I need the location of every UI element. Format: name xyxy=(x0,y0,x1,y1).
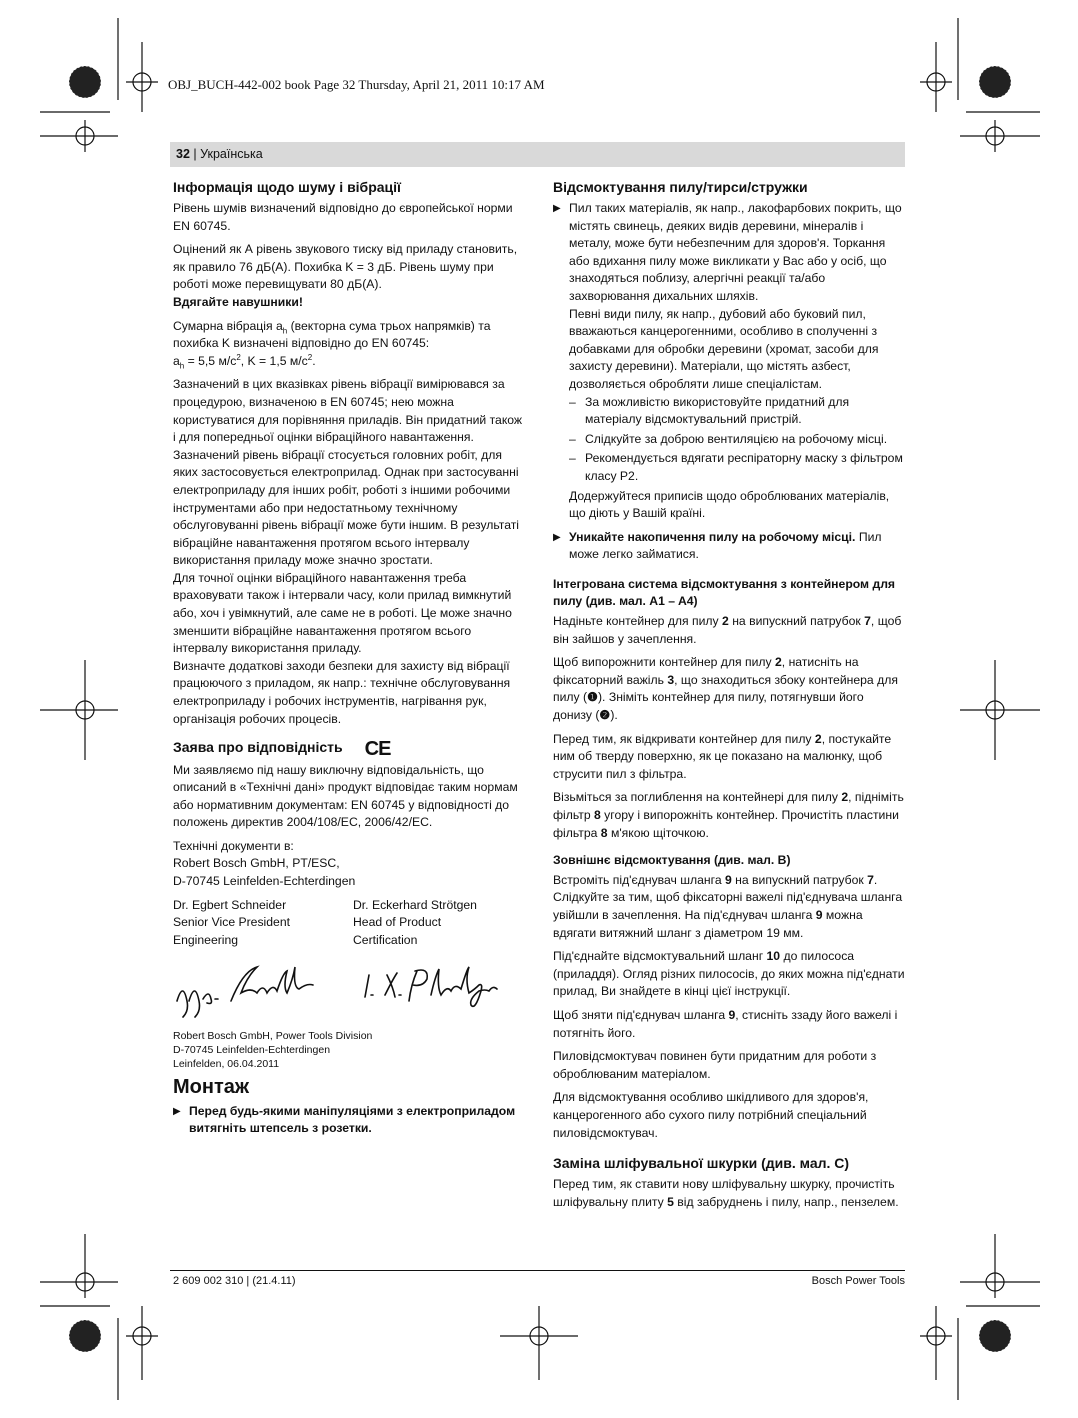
page-number: 32 xyxy=(176,147,190,161)
integrated-step-3: Перед тим, як відкривати контейнер для пилу 2, постукайте ним об тверду поверхню, як це показано на малюнку, щоб струсити пил з фільтра. xyxy=(553,731,892,781)
dust-dash-item-1: – За можливістю використовуйте придатний для матеріалу відсмоктувальний пристрій. xyxy=(569,394,850,427)
crosshair-top-left xyxy=(126,42,158,112)
assembly-heading: Монтаж xyxy=(173,1076,250,1099)
tech-docs-company: Robert Bosch GmbH, PT/ESC, xyxy=(173,856,340,871)
integrated-step-1: Надіньте контейнер для пилу 2 на випускний патрубок 7, щоб він зайшов у зачеплення. xyxy=(553,614,902,646)
vibration-text-3: Визначте додаткові заходи безпеки для захисту від вібрації працюючого з приладом, як напр.: технічне обслуговування електроприладу і робочих інструментів, нагрівання рук, організація робочих процесів. xyxy=(173,658,511,726)
footer-brand: Bosch Power Tools xyxy=(811,1275,905,1287)
dust-dash-item-3: – Рекомендується вдягати респіраторну маску з фільтром класу P2. xyxy=(569,451,903,483)
ce-mark-icon: CE xyxy=(364,737,391,760)
vibration-text-2: Для точної оцінки вібраційного навантаження треба враховувати також і інтервали часу, коли прилад вимкнутий або, хоч і увімкнутий, але саме не в роботі. Це може значно зменшити вібраційне навантаження протягом всього інтервалу використання приладу. xyxy=(173,570,512,656)
sanding-sheet-paragraph: Перед тим, як ставити нову шліфувальну шкурку, прочистіть шліфувальну плиту 5 від забруднень і пилу, напр., пензелем. xyxy=(553,1177,899,1209)
registration-rosette-bottom-right xyxy=(979,1320,1011,1352)
external-step-5: Для відсмоктування особливо шкідливого для здоров'я, канцерогенного або сухого пилу потрібний спеціальний пиловідсмоктувач. xyxy=(553,1090,869,1140)
company-address: D-70745 Leinfelden-Echterdingen xyxy=(173,1044,331,1057)
crosshair-mid-left xyxy=(40,660,118,760)
registration-rosette-top-left xyxy=(69,66,101,98)
noise-paragraph-1: Рівень шумів визначений відповідно до європейської норми EN 60745. xyxy=(173,201,513,233)
registration-rosette-top-right xyxy=(979,66,1011,98)
noise-paragraph-2: Оцінений як А рівень звукового тиску від приладу становить, як правило 76 дБ(А). Похибка K = 3 дБ. Рівень шуму при роботі може перевищувати 80 дБ(А). xyxy=(173,242,518,292)
assembly-warning: ▶ Перед будь-якими маніпуляціями з електроприладом витягніть штепсель з розетки. xyxy=(173,1103,516,1136)
page-header xyxy=(176,147,263,161)
page-header-bar xyxy=(170,142,905,167)
crosshair-upper-left xyxy=(40,120,118,152)
ear-protection-warning: Вдягайте навушники! xyxy=(173,294,303,309)
signatories xyxy=(173,897,525,950)
conformity-heading: Заява про відповідність CE xyxy=(173,737,391,760)
footer-rule xyxy=(170,1270,905,1271)
dust-regulations: Додержуйтеся приписів щодо оброблюваних матеріалів, що діють у Вашій країні. xyxy=(569,488,890,521)
tech-docs-address: D-70745 Leinfelden-Echterdingen xyxy=(173,874,356,889)
print-info-line: OBJ_BUCH-442-002 book Page 32 Thursday, April 21, 2011 10:17 AM xyxy=(168,77,545,92)
registration-rosette-bottom-left xyxy=(69,1320,101,1352)
header-language: Українська xyxy=(200,147,263,161)
sanding-sheet-heading: Заміна шліфувальної шкурки (див. мал. C) xyxy=(553,1155,850,1172)
handwritten-signatures xyxy=(173,955,525,1019)
dust-warning-bullet: ▶ Пил таких матеріалів, як напр., лакофарбових покрить, що містять свинець, деяких видів деревини, мінералів і металу, може бути небезпечним для здоров'я. Торкання або вдихання пилу може викликати у Вас або у осіб, що знаходяться поблизу, алергічні реакції та/або захворювання дихальних шляхів. Певні види пилу, як напр., дубовий або буковий пил, вважаються канцерогенними, особливо в сполученні з добавками для обробки деревини (хромат, засоби для захисту деревини). Матеріали, що містять азбест, дозволяється обробляти лише спеціалістам. xyxy=(553,201,902,391)
vibration-text-1: Зазначений в цих вказівках рівень вібрації вимірювався за процедурою, визначеною в EN 60745; нею можна користуватися для порівняння приладів. Він придатний також і для попередньої оцінки вібраційного навантаження. Зазначений рівень вібрації стосується головних робіт, для яких застосовується електроприлад. Однак при застосуванні електроприладу для інших робіт, роботі з іншими робочими інструментами або при недостатньому технічному обслуговуванні рівень вібрації може бути іншим. В результаті вібраційне навантаження протягом всього інтервалу використання приладу може значно зростати. xyxy=(173,377,523,568)
external-extraction-heading: Зовнішнє відсмоктування (див. мал. B) xyxy=(553,853,791,868)
bullet-triangle-icon: ▶ xyxy=(553,203,561,214)
crosshair-mid-right xyxy=(960,660,1040,760)
dust-dash-item-2: – Слідкуйте за доброю вентиляцією на робочому місці. xyxy=(569,431,888,446)
step-one-icon: ❶ xyxy=(587,690,598,705)
crosshair-upper-right xyxy=(960,120,1040,152)
bullet-triangle-icon: ▶ xyxy=(553,531,561,543)
external-step-3: Щоб зняти під'єднувач шланга 9, стисніть ззаду його важелі і потягніть його. xyxy=(553,1007,898,1040)
signatory-2: Dr. Eckerhard Strötgen Head of Product Certification xyxy=(353,897,477,947)
crosshair-bottom-center xyxy=(500,1306,578,1380)
integrated-extraction-heading: Інтегрована система відсмоктування з контейнером для пилу (див. мал. A1 – A4) xyxy=(553,576,896,609)
place-date: Leinfelden, 06.04.2011 xyxy=(173,1058,280,1071)
step-two-icon: ❷ xyxy=(599,708,611,723)
right-column xyxy=(553,178,905,1217)
crosshair-lower-right xyxy=(960,1234,1040,1298)
crosshair-top-right xyxy=(920,42,952,112)
external-step-4: Пиловідсмоктувач повинен бути придатним для роботи з оброблюваним матеріалом. xyxy=(553,1049,877,1081)
crosshair-bottom-left xyxy=(126,1306,158,1380)
external-step-1: Встроміть під'єднувач шланга 9 на випускний патрубок 7. Слідкуйте за тим, щоб фіксаторні важелі під'єднувача шланга увійшли в зачеплення. На під'єднувач шланга 9 можна вдягати витяжний шланг з діаметром 19 мм. xyxy=(553,872,903,940)
integrated-step-2: Щоб випорожнити контейнер для пилу 2, натисніть на фіксаторний важіль 3, що знаходиться збоку контейнера для пилу (❶). Зніміть контейнер для пилу, потягнувши його донизу (❷). xyxy=(553,655,898,723)
integrated-step-4: Візьміться за поглиблення на контейнері для пилу 2, підніміть фільтр 8 угору і випорожніть контейнер. Прочистіть пластини фільтра 8 м'якою щіточкою. xyxy=(553,790,904,840)
header-separator: | xyxy=(193,147,197,161)
vibration-value-paragraph: Сумарна вібрація $a_h$ (векторна сума трьох напрямків) та похибка K визначені відповідно до EN 60745: $a_h = 5,5$ $м/с^2$, K = 1,5 $м/с^2$. xyxy=(173,318,491,371)
left-column xyxy=(173,178,525,1144)
dust-accumulation-warning: ▶ Уникайте накопичення пилу на робочому місці. Пил може легко займатися. xyxy=(553,529,882,562)
external-step-2: Під'єднайте відсмоктувальний шланг 10 до пилососа (приладдя). Огляд різних пилососів, до яких можна під'єднати прилад, Ви знайдете в кінці цієї інструкції. xyxy=(553,949,905,999)
conformity-paragraph: Ми заявляємо під нашу виключну відповідальність, що описаний в «Технічні дані» продукт відповідає таким нормам або нормативним документам: EN 60745 у відповідності до положень директив 2004/108/EC, 2006/42/EC. xyxy=(173,762,518,830)
signatory-1: Dr. Egbert Schneider Senior Vice President Engineering xyxy=(173,897,290,947)
company-division: Robert Bosch GmbH, Power Tools Division xyxy=(173,1030,373,1043)
dust-heading: Відсмоктування пилу/тирси/стружки xyxy=(553,179,808,195)
crosshair-lower-left xyxy=(40,1234,118,1298)
noise-heading: Інформація щодо шуму і вібрації xyxy=(173,179,401,195)
footer-document-number: 2 609 002 310 | (21.4.11) xyxy=(173,1275,296,1287)
crosshair-bottom-right xyxy=(920,1306,952,1380)
tech-docs-label: Технічні документи в: xyxy=(173,838,294,853)
bullet-triangle-icon: ▶ xyxy=(173,1105,181,1117)
